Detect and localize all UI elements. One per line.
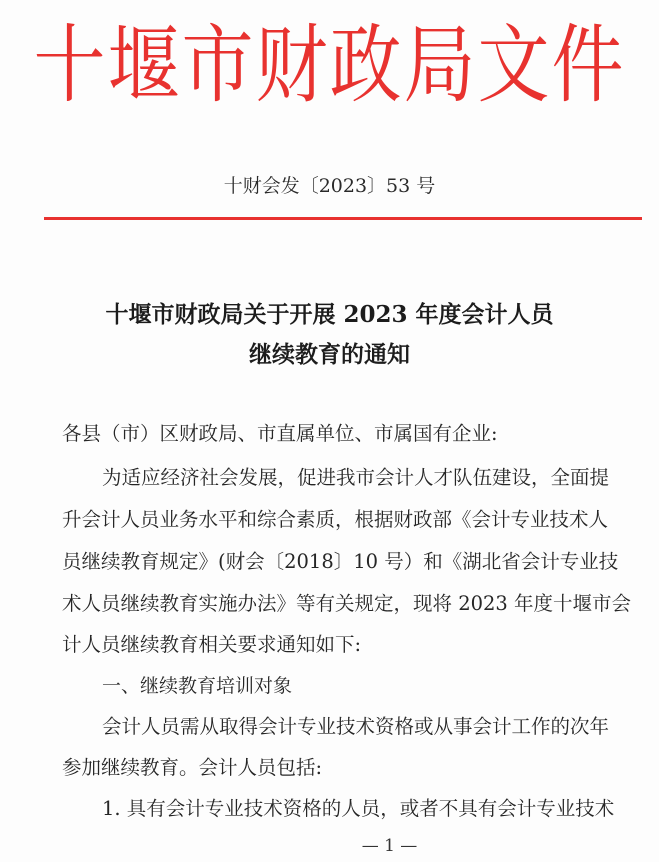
masthead-title: 十堰市财政局文件 <box>33 15 626 115</box>
red-divider <box>44 217 642 220</box>
paragraph-2-line-2: 参加继续教育。会计人员包括: <box>62 756 323 779</box>
paragraph-1-line-4: 术人员继续教育实施办法》等有关规定，现将 2023 年度十堰市会 <box>62 592 632 615</box>
notice-title-line-1: 十堰市财政局关于开展 2023 年度会计人员 <box>105 301 554 328</box>
list-item-1: 1. 具有会计专业技术资格的人员，或者不具有会计专业技术 <box>102 797 615 820</box>
page-number: — 1 — <box>361 836 418 856</box>
notice-title-line-2: 继续教育的通知 <box>249 341 410 368</box>
paragraph-2-line-1: 会计人员需从取得会计专业技术资格或从事会计工作的次年 <box>102 715 610 738</box>
paragraph-1-line-5: 计人员继续教育相关要求通知如下: <box>62 633 362 656</box>
document-number: 十财会发〔2023〕53 号 <box>223 175 436 197</box>
paragraph-1-line-3: 员继续教育规定》(财会〔2018〕10 号）和《湖北省会计专业技 <box>62 550 619 573</box>
salutation: 各县（市）区财政局、市直属单位、市属国有企业: <box>62 422 498 445</box>
paragraph-1-line-2: 升会计人员业务水平和综合素质，根据财政部《会计专业技术人 <box>62 508 609 531</box>
paragraph-1-line-1: 为适应经济社会发展，促进我市会计人才队伍建设，全面提 <box>102 466 610 489</box>
section-1-heading: 一、继续教育培训对象 <box>102 675 293 697</box>
